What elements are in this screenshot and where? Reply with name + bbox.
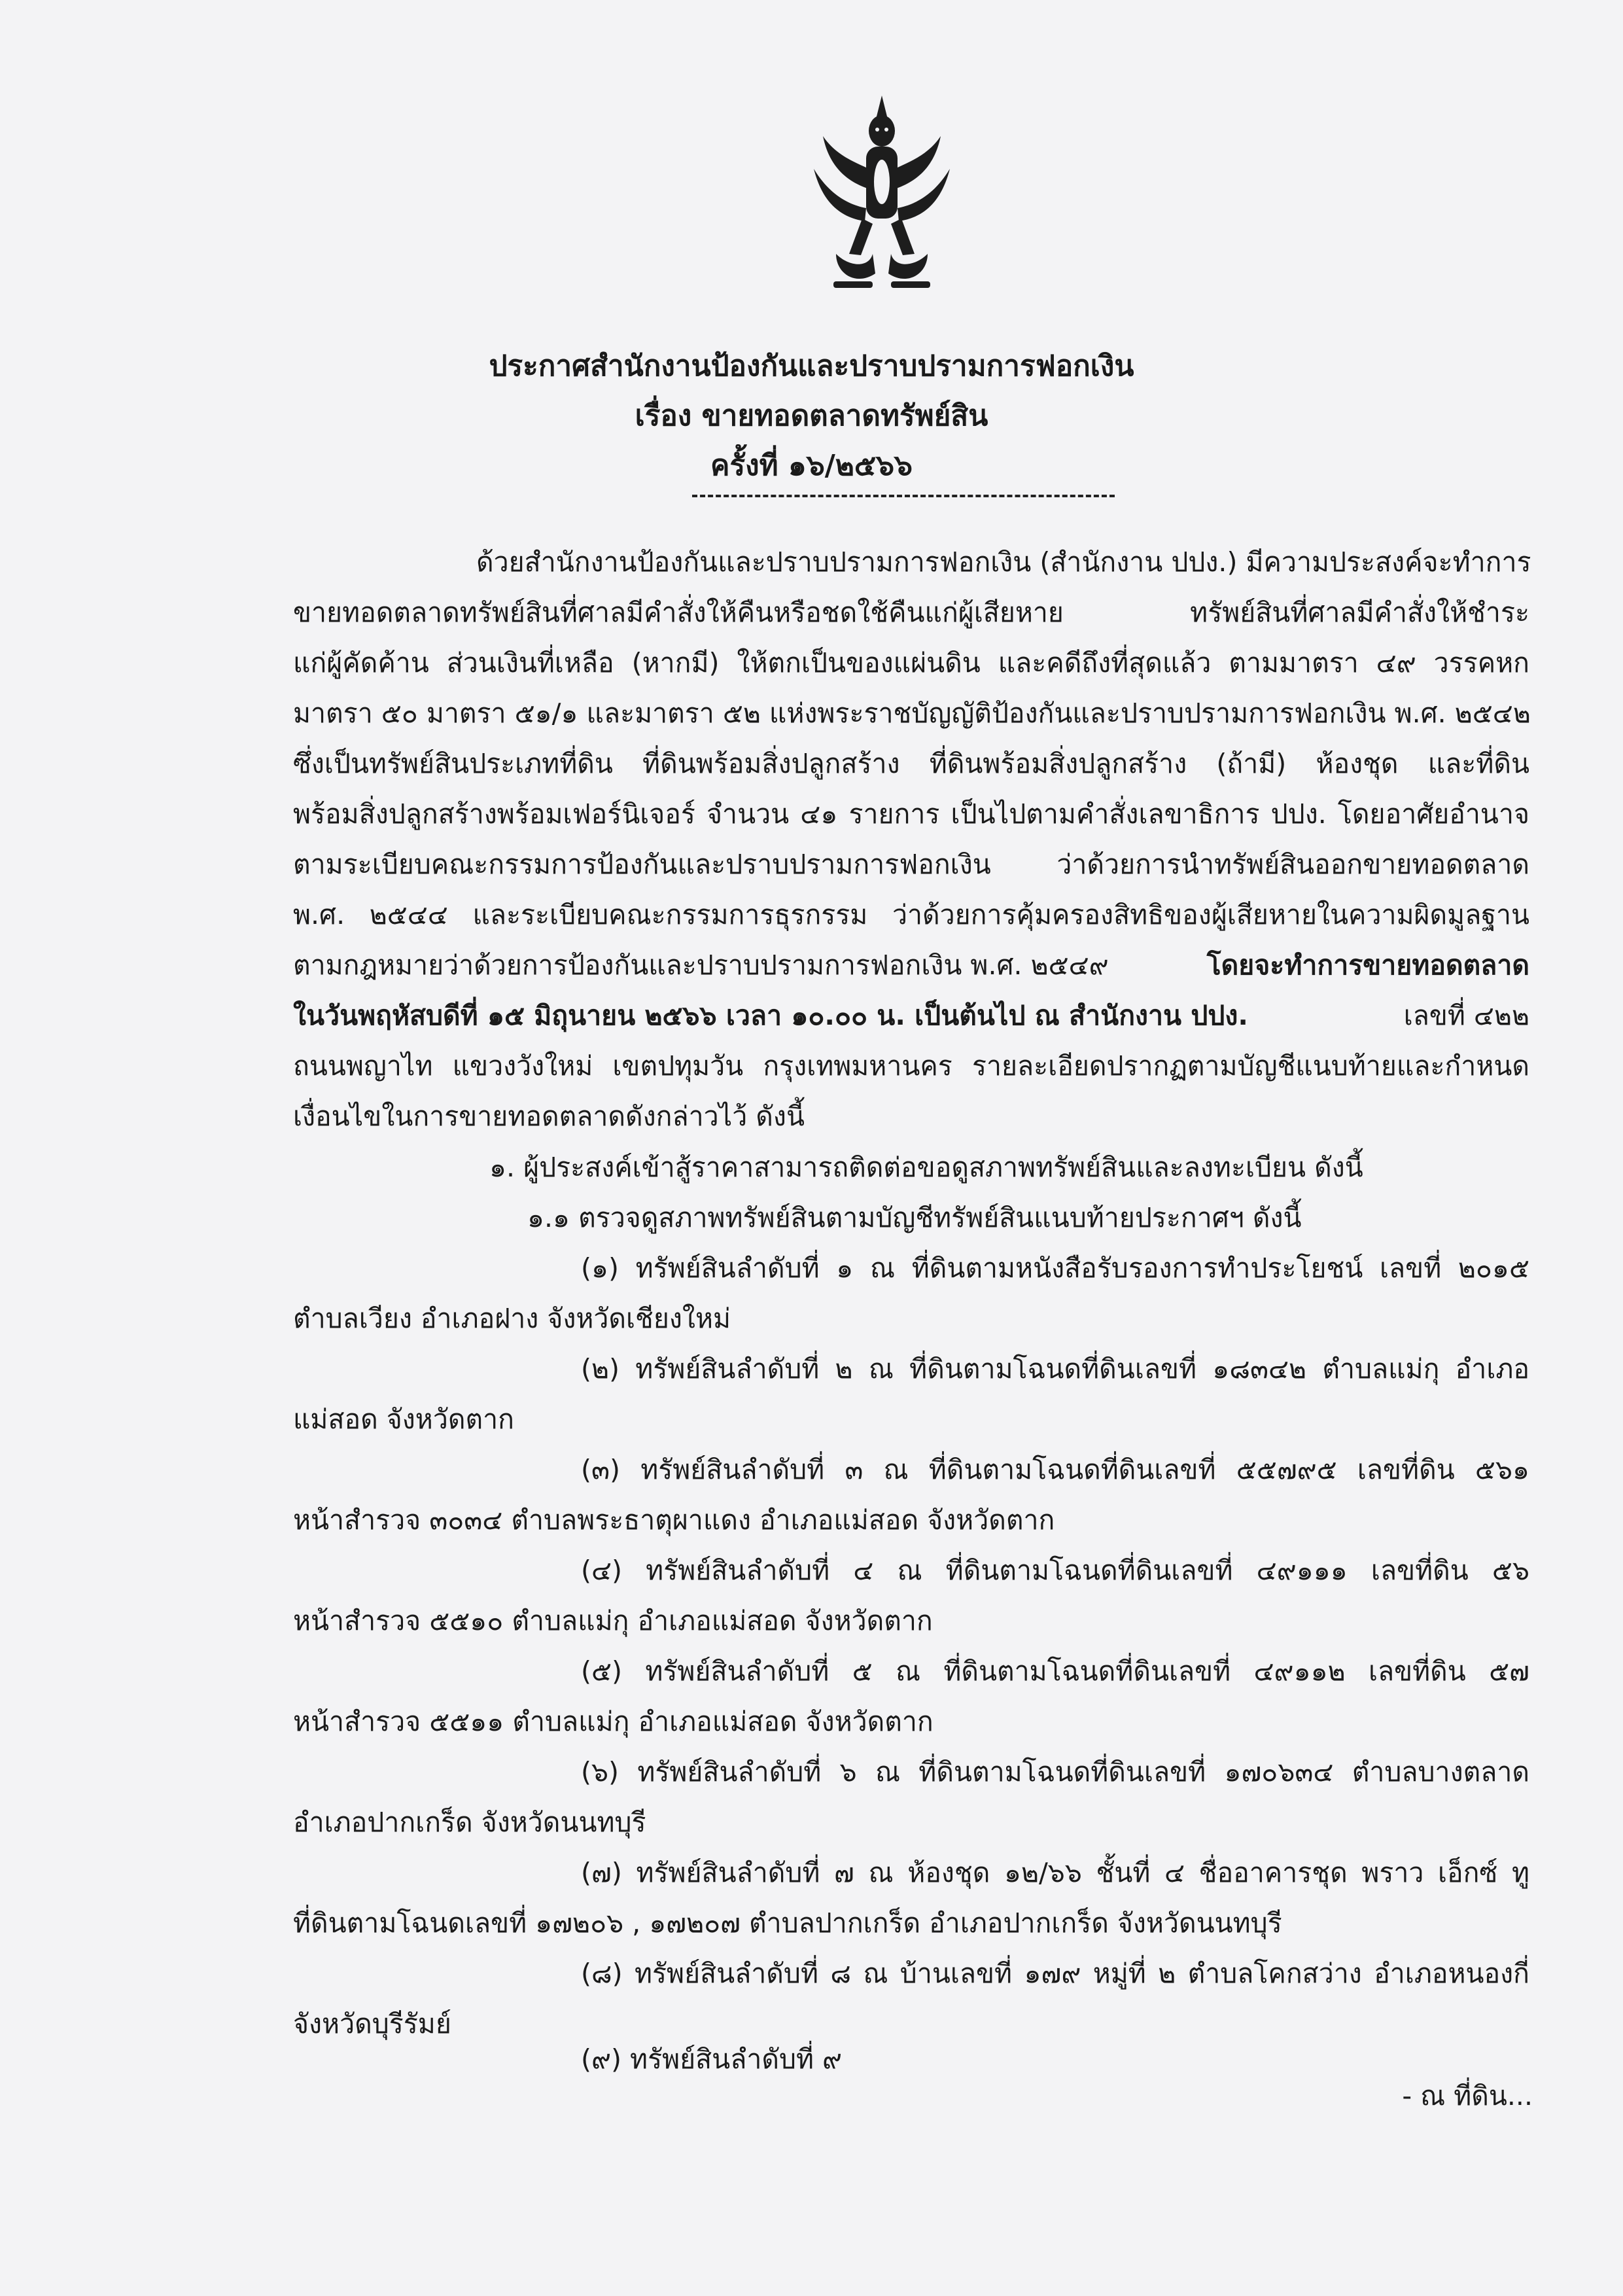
title-divider (692, 495, 1115, 497)
paragraph-line: ซึ่งเป็นทรัพย์สินประเภทที่ดิน ที่ดินพร้อมสิ่งปลูกสร้าง ที่ดินพร้อมสิ่งปลูกสร้าง (ถ้ามี) ห้องชุด และที่ดิน (293, 748, 1529, 779)
continued-marker: - ณ ที่ดิน... (1402, 2080, 1533, 2111)
paragraph-line: มาตรา ๕๐ มาตรา ๕๑/๑ และมาตรา ๕๒ แห่งพระราชบัญญัติป้องกันและปราบปรามการฟอกเงิน พ.ศ. ๒๕๔๒ (293, 698, 1531, 729)
asset-item: (๕) ทรัพย์สินลำดับที่ ๕ ณ ที่ดินตามโฉนดที่ดินเลขที่ ๔๙๑๑๒ เลขที่ดิน ๕๗ (581, 1655, 1529, 1687)
garuda-emblem-icon (810, 90, 954, 300)
auction-date: ในวันพฤหัสบดีที่ ๑๕ มิถุนายน ๒๕๖๖ เวลา ๑๐.๐๐ น. เป็นต้นไป ณ สำนักงาน ปปง. (293, 1000, 1249, 1031)
asset-item-cont: ที่ดินตามโฉนดเลขที่ ๑๗๒๐๖ , ๑๗๒๐๗ ตำบลปากเกร็ด อำเภอปากเกร็ด จังหวัดนนทบุรี (293, 1907, 1282, 1939)
asset-item-cont: อำเภอปากเกร็ด จังหวัดนนทบุรี (293, 1807, 646, 1838)
asset-item-cont: แม่สอด จังหวัดตาก (293, 1404, 514, 1435)
announcement-title: ประกาศสำนักงานป้องกันและปราบปรามการฟอกเงิน (489, 349, 1134, 383)
asset-item: (๖) ทรัพย์สินลำดับที่ ๖ ณ ที่ดินตามโฉนดที่ดินเลขที่ ๑๗๐๖๓๔ ตำบลบางตลาด (581, 1756, 1529, 1788)
paragraph-line (293, 998, 1529, 1033)
paragraph-text: ตามกฎหมายว่าด้วยการป้องกันและปราบปรามการฟอกเงิน พ.ศ. ๒๕๔๙ (293, 949, 1109, 981)
asset-item-cont: จังหวัดบุรีรัมย์ (293, 2008, 451, 2040)
asset-item-cont: หน้าสำรวจ ๕๕๑๐ ตำบลแม่กุ อำเภอแม่สอด จังหวัดตาก (293, 1605, 933, 1636)
section-1: ๑. ผู้ประสงค์เข้าสู้ราคาสามารถติดต่อขอดูสภาพทรัพย์สินและลงทะเบียน ดังนี้ (489, 1152, 1363, 1183)
asset-item: (๒) ทรัพย์สินลำดับที่ ๒ ณ ที่ดินตามโฉนดที่ดินเลขที่ ๑๘๓๔๒ ตำบลแม่กุ อำเภอ (581, 1353, 1529, 1385)
section-1-1: ๑.๑ ตรวจดูสภาพทรัพย์สินตามบัญชีทรัพย์สินแนบท้ายประกาศฯ ดังนี้ (527, 1202, 1302, 1233)
asset-item-cont: ตำบลเวียง อำเภอฝาง จังหวัดเชียงใหม่ (293, 1303, 731, 1334)
asset-item: (๔) ทรัพย์สินลำดับที่ ๔ ณ ที่ดินตามโฉนดที่ดินเลขที่ ๔๙๑๑๑ เลขที่ดิน ๕๖ (581, 1555, 1529, 1586)
paragraph-line: ถนนพญาไท แขวงวังใหม่ เขตปทุมวัน กรุงเทพมหานคร รายละเอียดปรากฏตามบัญชีแนบท้ายและกำหนด (293, 1050, 1529, 1082)
asset-item: (๙) ทรัพย์สินลำดับที่ ๙ (581, 2043, 843, 2075)
paragraph-line: แก่ผู้คัดค้าน ส่วนเงินที่เหลือ (หากมี) ให้ตกเป็นของแผ่นดิน และคดีถึงที่สุดแล้ว ตามมาตรา ๔๙ วรรคหก (293, 647, 1529, 679)
asset-item: (๗) ทรัพย์สินลำดับที่ ๗ ณ ห้องชุด ๑๒/๖๖ ชั้นที่ ๔ ชื่ออาคารชุด พราว เอ็กซ์ ทู (581, 1857, 1529, 1888)
asset-item-cont: หน้าสำรวจ ๓๐๓๔ ตำบลพระธาตุผาแดง อำเภอแม่สอด จังหวัดตาก (293, 1504, 1055, 1536)
asset-item: (๘) ทรัพย์สินลำดับที่ ๘ ณ บ้านเลขที่ ๑๗๙ หมู่ที่ ๒ ตำบลโคกสว่าง อำเภอหนองกี่ (581, 1958, 1529, 1989)
paragraph-line (293, 947, 1529, 983)
paragraph-line: ขายทอดตลาดทรัพย์สินที่ศาลมีคำสั่งให้คืนหรือชดใช้คืนแก่ผู้เสียหาย ทรัพย์สินที่ศาลมีคำสั่งให้ชำระ (293, 597, 1529, 628)
asset-item-cont: หน้าสำรวจ ๕๕๑๑ ตำบลแม่กุ อำเภอแม่สอด จังหวัดตาก (293, 1706, 934, 1737)
paragraph-line: ด้วยสำนักงานป้องกันและปราบปรามการฟอกเงิน (สำนักงาน ปปง.) มีความประสงค์จะทำการ (476, 546, 1531, 578)
auction-emphasis: โดยจะทำการขายทอดตลาด (1206, 949, 1529, 981)
announcement-issue: ครั้งที่ ๑๖/๒๕๖๖ (710, 449, 913, 482)
announcement-subject: เรื่อง ขายทอดตลาดทรัพย์สิน (635, 399, 988, 433)
paragraph-text: เลขที่ ๔๒๒ (1403, 1000, 1529, 1031)
paragraph-line: ตามระเบียบคณะกรรมการป้องกันและปราบปรามการฟอกเงิน ว่าด้วยการนำทรัพย์สินออกขายทอดตลาด (293, 849, 1529, 880)
paragraph-line: พ.ศ. ๒๕๔๔ และระเบียบคณะกรรมการธุรกรรม ว่าด้วยการคุ้มครองสิทธิของผู้เสียหายในความผิดมูลฐาน (293, 899, 1529, 930)
asset-item: (๑) ทรัพย์สินลำดับที่ ๑ ณ ที่ดินตามหนังสือรับรองการทำประโยชน์ เลขที่ ๒๐๑๕ (581, 1252, 1529, 1284)
asset-item: (๓) ทรัพย์สินลำดับที่ ๓ ณ ที่ดินตามโฉนดที่ดินเลขที่ ๕๕๗๙๕ เลขที่ดิน ๕๖๑ (581, 1454, 1529, 1485)
paragraph-line: พร้อมสิ่งปลูกสร้างพร้อมเฟอร์นิเจอร์ จำนวน ๔๑ รายการ เป็นไปตามคำสั่งเลขาธิการ ปปง. โดยอาศัยอำนาจ (293, 798, 1529, 830)
paragraph-line: เงื่อนไขในการขายทอดตลาดดังกล่าวไว้ ดังนี้ (293, 1101, 805, 1132)
